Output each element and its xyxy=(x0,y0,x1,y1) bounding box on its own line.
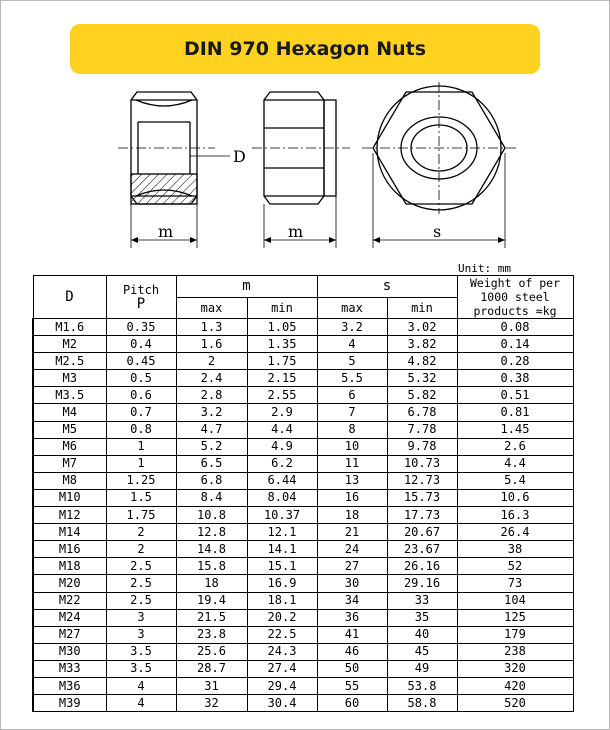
cell-m-max: 2 xyxy=(176,353,247,370)
cell-m-min: 18.1 xyxy=(247,592,317,609)
table-row xyxy=(33,626,573,643)
table-row xyxy=(33,472,573,489)
cell-d: M24 xyxy=(33,609,106,626)
cell-m-min: 2.9 xyxy=(247,404,317,421)
cell-weight: 52 xyxy=(457,558,573,575)
cell-s-min: 6.78 xyxy=(387,404,457,421)
cell-s-min: 5.32 xyxy=(387,370,457,387)
cell-weight: 0.81 xyxy=(457,404,573,421)
header-pitch xyxy=(106,276,176,319)
cell-m-max: 32 xyxy=(176,695,247,712)
cell-m-min: 27.4 xyxy=(247,660,317,677)
table-row xyxy=(33,660,573,677)
header-d: D xyxy=(33,276,106,319)
cell-pitch: 3 xyxy=(106,609,176,626)
cell-m-max: 3.2 xyxy=(176,404,247,421)
header-weight-line2: 1000 steel xyxy=(480,290,550,304)
cell-m-max: 6.5 xyxy=(176,455,247,472)
cell-m-min: 1.75 xyxy=(247,353,317,370)
table-row xyxy=(33,643,573,660)
table-row xyxy=(33,421,573,438)
cell-s-max: 41 xyxy=(317,626,387,643)
cell-s-min: 9.78 xyxy=(387,438,457,455)
cell-d: M10 xyxy=(33,489,106,506)
cell-d: M6 xyxy=(33,438,106,455)
drawing-label-m1: m xyxy=(158,222,174,241)
cell-s-max: 4 xyxy=(317,336,387,353)
cell-d: M5 xyxy=(33,421,106,438)
cell-d: M1.6 xyxy=(33,319,106,336)
cell-d: M3 xyxy=(33,370,106,387)
cell-s-max: 55 xyxy=(317,677,387,694)
cell-m-min: 20.2 xyxy=(247,609,317,626)
cell-m-min: 14.1 xyxy=(247,541,317,558)
cell-pitch: 4 xyxy=(106,695,176,712)
cell-m-min: 10.37 xyxy=(247,507,317,524)
cell-weight: 420 xyxy=(457,677,573,694)
cell-weight: 1.45 xyxy=(457,421,573,438)
table-row xyxy=(33,558,573,575)
cell-m-min: 8.04 xyxy=(247,489,317,506)
cell-d: M12 xyxy=(33,507,106,524)
cell-weight: 179 xyxy=(457,626,573,643)
table-row xyxy=(33,609,573,626)
cell-pitch: 0.5 xyxy=(106,370,176,387)
cell-pitch: 1.25 xyxy=(106,472,176,489)
cell-pitch: 0.35 xyxy=(106,319,176,336)
cell-pitch: 2 xyxy=(106,541,176,558)
cell-pitch: 1.5 xyxy=(106,489,176,506)
top-view xyxy=(362,82,516,248)
cell-d: M3.5 xyxy=(33,387,106,404)
cell-s-min: 53.8 xyxy=(387,677,457,694)
cell-d: M39 xyxy=(33,695,106,712)
cell-m-min: 4.4 xyxy=(247,421,317,438)
cell-d: M16 xyxy=(33,541,106,558)
cell-weight: 104 xyxy=(457,592,573,609)
cell-m-max: 28.7 xyxy=(176,660,247,677)
drawing-label-d: D xyxy=(233,147,246,166)
header-pitch-line2: P xyxy=(136,296,146,312)
cell-s-max: 5 xyxy=(317,353,387,370)
cell-pitch: 3 xyxy=(106,626,176,643)
cell-s-min: 12.73 xyxy=(387,472,457,489)
header-m-max: max xyxy=(176,297,247,319)
cell-s-min: 58.8 xyxy=(387,695,457,712)
cell-s-max: 3.2 xyxy=(317,319,387,336)
header-weight-line3: products ≈kg xyxy=(473,304,557,318)
cell-s-min: 23.67 xyxy=(387,541,457,558)
cell-s-max: 13 xyxy=(317,472,387,489)
cell-s-min: 3.82 xyxy=(387,336,457,353)
table-row xyxy=(33,319,573,336)
table-row xyxy=(33,404,573,421)
cell-m-min: 12.1 xyxy=(247,524,317,541)
cell-m-min: 1.35 xyxy=(247,336,317,353)
cell-weight: 38 xyxy=(457,541,573,558)
cell-s-max: 6 xyxy=(317,387,387,404)
table-row xyxy=(33,370,573,387)
drawing-label-s: s xyxy=(433,222,442,241)
cell-m-max: 6.8 xyxy=(176,472,247,489)
cell-m-min: 2.15 xyxy=(247,370,317,387)
cell-m-min: 6.44 xyxy=(247,472,317,489)
cell-pitch: 2.5 xyxy=(106,575,176,592)
cell-s-min: 35 xyxy=(387,609,457,626)
cell-weight: 73 xyxy=(457,575,573,592)
cell-s-min: 3.02 xyxy=(387,319,457,336)
cell-m-max: 2.8 xyxy=(176,387,247,404)
cell-d: M2 xyxy=(33,336,106,353)
table-row xyxy=(33,695,573,712)
cell-pitch: 1.75 xyxy=(106,507,176,524)
cell-pitch: 1 xyxy=(106,455,176,472)
cell-d: M36 xyxy=(33,677,106,694)
cell-s-max: 34 xyxy=(317,592,387,609)
cell-s-min: 20.67 xyxy=(387,524,457,541)
cell-s-max: 30 xyxy=(317,575,387,592)
cell-d: M27 xyxy=(33,626,106,643)
cell-pitch: 0.4 xyxy=(106,336,176,353)
table-row xyxy=(33,541,573,558)
cell-m-max: 5.2 xyxy=(176,438,247,455)
cell-pitch: 0.6 xyxy=(106,387,176,404)
cell-weight: 10.6 xyxy=(457,489,573,506)
cell-weight: 238 xyxy=(457,643,573,660)
table-row xyxy=(33,353,573,370)
cell-s-min: 7.78 xyxy=(387,421,457,438)
cell-s-min: 33 xyxy=(387,592,457,609)
cell-s-max: 18 xyxy=(317,507,387,524)
cell-s-min: 40 xyxy=(387,626,457,643)
cell-d: M14 xyxy=(33,524,106,541)
cell-m-max: 2.4 xyxy=(176,370,247,387)
cell-weight: 0.28 xyxy=(457,353,573,370)
header-s-max: max xyxy=(317,297,387,319)
cell-weight: 0.51 xyxy=(457,387,573,404)
cell-m-min: 15.1 xyxy=(247,558,317,575)
cell-m-max: 25.6 xyxy=(176,643,247,660)
cell-weight: 0.08 xyxy=(457,319,573,336)
cell-weight: 4.4 xyxy=(457,455,573,472)
hex-nut-drawing xyxy=(0,78,610,263)
cell-s-min: 17.73 xyxy=(387,507,457,524)
cell-m-max: 8.4 xyxy=(176,489,247,506)
table-row xyxy=(33,677,573,694)
cell-m-max: 4.7 xyxy=(176,421,247,438)
unit-label: Unit: mm xyxy=(458,262,511,275)
dimensions-table xyxy=(32,275,574,712)
cell-weight: 0.14 xyxy=(457,336,573,353)
header-m-min: min xyxy=(247,297,317,319)
cell-s-max: 60 xyxy=(317,695,387,712)
cell-pitch: 2.5 xyxy=(106,592,176,609)
table-body xyxy=(33,319,573,712)
header-s: s xyxy=(317,276,457,298)
cell-d: M4 xyxy=(33,404,106,421)
cell-pitch: 4 xyxy=(106,677,176,694)
cell-d: M22 xyxy=(33,592,106,609)
cell-s-min: 10.73 xyxy=(387,455,457,472)
cell-s-min: 15.73 xyxy=(387,489,457,506)
cell-m-min: 1.05 xyxy=(247,319,317,336)
cell-s-min: 45 xyxy=(387,643,457,660)
cell-m-max: 21.5 xyxy=(176,609,247,626)
table-row xyxy=(33,575,573,592)
cell-pitch: 3.5 xyxy=(106,660,176,677)
cell-pitch: 3.5 xyxy=(106,643,176,660)
cell-m-min: 4.9 xyxy=(247,438,317,455)
cell-s-max: 21 xyxy=(317,524,387,541)
page-title: DIN 970 Hexagon Nuts xyxy=(183,38,427,60)
cell-m-max: 10.8 xyxy=(176,507,247,524)
cell-weight: 0.38 xyxy=(457,370,573,387)
cell-m-max: 31 xyxy=(176,677,247,694)
cell-m-min: 22.5 xyxy=(247,626,317,643)
cell-m-max: 14.8 xyxy=(176,541,247,558)
cell-weight: 26.4 xyxy=(457,524,573,541)
cell-m-max: 1.3 xyxy=(176,319,247,336)
header-s-min: min xyxy=(387,297,457,319)
cell-s-min: 49 xyxy=(387,660,457,677)
cell-s-max: 7 xyxy=(317,404,387,421)
title-banner xyxy=(70,24,540,74)
cell-weight: 320 xyxy=(457,660,573,677)
table-row xyxy=(33,507,573,524)
cell-d: M30 xyxy=(33,643,106,660)
cell-s-max: 46 xyxy=(317,643,387,660)
cell-s-max: 36 xyxy=(317,609,387,626)
cell-m-min: 6.2 xyxy=(247,455,317,472)
cell-weight: 520 xyxy=(457,695,573,712)
table-row xyxy=(33,489,573,506)
cell-d: M20 xyxy=(33,575,106,592)
cell-m-min: 24.3 xyxy=(247,643,317,660)
cell-s-min: 29.16 xyxy=(387,575,457,592)
cell-s-max: 8 xyxy=(317,421,387,438)
header-weight xyxy=(457,276,573,319)
cell-m-min: 30.4 xyxy=(247,695,317,712)
cell-d: M2.5 xyxy=(33,353,106,370)
header-m: m xyxy=(176,276,317,298)
cell-m-max: 15.8 xyxy=(176,558,247,575)
header-pitch-line1: Pitch xyxy=(122,283,160,297)
cell-pitch: 0.7 xyxy=(106,404,176,421)
cell-d: M7 xyxy=(33,455,106,472)
cell-s-max: 50 xyxy=(317,660,387,677)
cell-s-min: 4.82 xyxy=(387,353,457,370)
cell-s-max: 16 xyxy=(317,489,387,506)
cell-weight: 2.6 xyxy=(457,438,573,455)
header-weight-line1: Weight of per xyxy=(469,276,560,290)
cell-s-max: 24 xyxy=(317,541,387,558)
cell-m-max: 23.8 xyxy=(176,626,247,643)
table-row xyxy=(33,592,573,609)
cell-pitch: 1 xyxy=(106,438,176,455)
cell-d: M33 xyxy=(33,660,106,677)
cell-m-max: 19.4 xyxy=(176,592,247,609)
cell-m-min: 16.9 xyxy=(247,575,317,592)
cell-s-max: 10 xyxy=(317,438,387,455)
cell-m-min: 29.4 xyxy=(247,677,317,694)
cell-m-min: 2.55 xyxy=(247,387,317,404)
cell-pitch: 0.8 xyxy=(106,421,176,438)
table-row xyxy=(33,455,573,472)
cell-weight: 125 xyxy=(457,609,573,626)
side-view-section xyxy=(118,92,246,248)
table-row xyxy=(33,387,573,404)
cell-s-max: 27 xyxy=(317,558,387,575)
cell-m-max: 12.8 xyxy=(176,524,247,541)
table-row xyxy=(33,336,573,353)
cell-d: M8 xyxy=(33,472,106,489)
side-view xyxy=(252,92,350,248)
cell-s-min: 5.82 xyxy=(387,387,457,404)
cell-s-max: 5.5 xyxy=(317,370,387,387)
cell-s-min: 26.16 xyxy=(387,558,457,575)
cell-m-max: 18 xyxy=(176,575,247,592)
cell-weight: 5.4 xyxy=(457,472,573,489)
cell-pitch: 2.5 xyxy=(106,558,176,575)
cell-pitch: 2 xyxy=(106,524,176,541)
cell-weight: 16.3 xyxy=(457,507,573,524)
cell-m-max: 1.6 xyxy=(176,336,247,353)
cell-s-max: 11 xyxy=(317,455,387,472)
table-row xyxy=(33,438,573,455)
table-row xyxy=(33,524,573,541)
drawing-label-m2: m xyxy=(288,222,304,241)
cell-d: M18 xyxy=(33,558,106,575)
cell-pitch: 0.45 xyxy=(106,353,176,370)
